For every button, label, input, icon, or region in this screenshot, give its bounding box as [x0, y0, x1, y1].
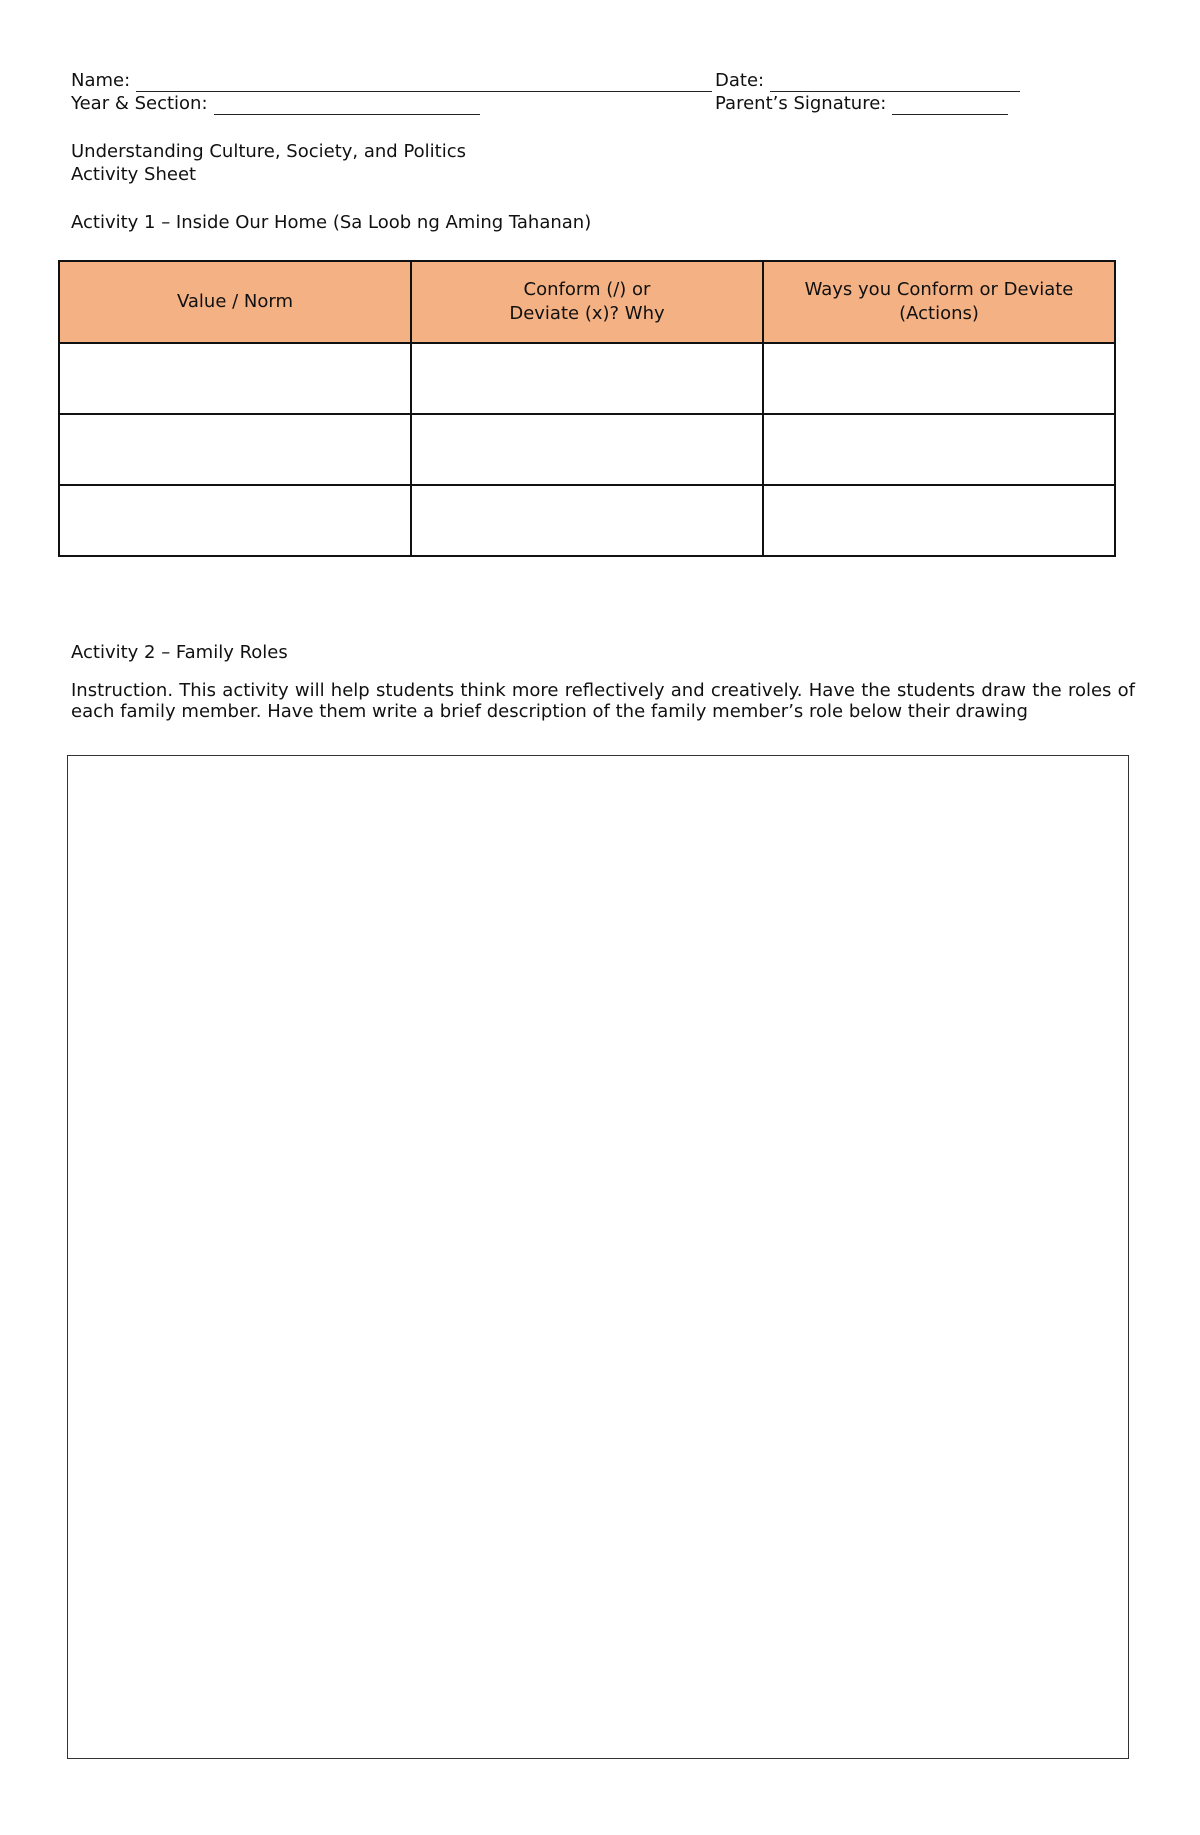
name-field-row — [71, 70, 712, 92]
date-field-row — [715, 70, 1020, 92]
activity2-title: Activity 2 – Family Roles — [71, 642, 288, 663]
parent-signature-input-line[interactable] — [892, 96, 1008, 115]
activity1-table — [58, 260, 1116, 557]
table-cell-conform-deviate[interactable] — [411, 485, 763, 556]
table-cell-ways[interactable] — [763, 485, 1115, 556]
drawing-area[interactable] — [67, 755, 1129, 1759]
column-header-value-norm — [59, 261, 411, 343]
table-cell-conform-deviate[interactable] — [411, 343, 763, 414]
table-header-row — [59, 261, 1115, 343]
table-cell-ways[interactable] — [763, 343, 1115, 414]
table-row — [59, 414, 1115, 485]
column-header-conform-deviate — [411, 261, 763, 343]
table-cell-conform-deviate[interactable] — [411, 414, 763, 485]
sheet-title: Activity Sheet — [71, 164, 197, 185]
table-row — [59, 485, 1115, 556]
column-header-line: Deviate (x)? Why — [509, 303, 665, 324]
date-input-line[interactable] — [770, 73, 1020, 92]
column-header-ways — [763, 261, 1115, 343]
year-section-field-row — [71, 93, 480, 115]
column-header-line: Conform (/) or — [523, 279, 651, 300]
name-input-line[interactable] — [136, 73, 712, 92]
subject-title: Understanding Culture, Society, and Politics — [71, 141, 467, 162]
parent-signature-field-row — [715, 93, 1008, 115]
name-label: Name: — [71, 70, 131, 91]
year-section-label: Year & Section: — [71, 93, 208, 114]
column-header-line: Ways you Conform or Deviate — [804, 279, 1074, 300]
table-cell-ways[interactable] — [763, 414, 1115, 485]
table-row — [59, 343, 1115, 414]
activity2-instruction: Instruction. This activity will help students think more reflectively and creatively. Have the students draw the roles of each family member. Have them write a brief description of the family member’s role below their drawing — [71, 680, 1135, 722]
activity1-title: Activity 1 – Inside Our Home (Sa Loob ng Aming Tahanan) — [71, 212, 592, 233]
column-header-line: (Actions) — [899, 303, 979, 324]
date-label: Date: — [715, 70, 765, 91]
parent-signature-label: Parent’s Signature: — [715, 93, 887, 114]
column-header-line: Value / Norm — [176, 291, 294, 312]
table-cell-value-norm[interactable] — [59, 414, 411, 485]
table-cell-value-norm[interactable] — [59, 343, 411, 414]
table-cell-value-norm[interactable] — [59, 485, 411, 556]
year-section-input-line[interactable] — [214, 96, 480, 115]
